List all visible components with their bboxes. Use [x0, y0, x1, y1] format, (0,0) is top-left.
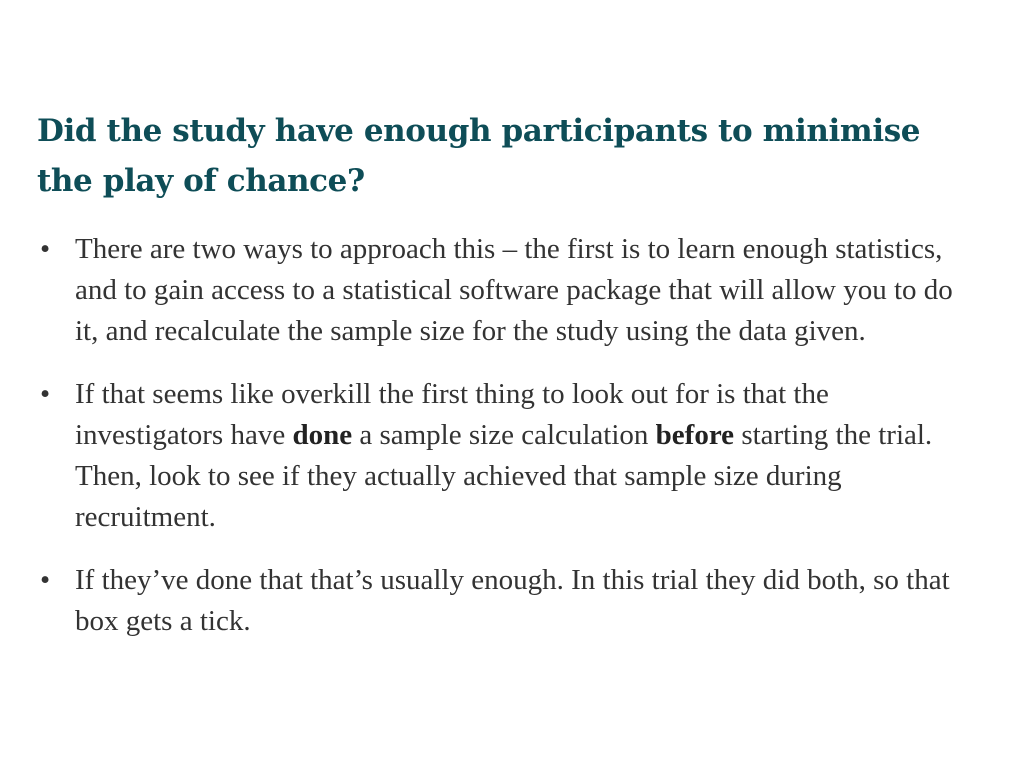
- emphasis-done: done: [292, 419, 353, 451]
- slide-title: Did the study have enough participants to minimise the play of chance?: [37, 113, 921, 199]
- bullet-marker: •: [40, 564, 51, 596]
- bullet-item-3: [30, 560, 980, 642]
- bullet-marker: •: [40, 233, 51, 265]
- bullet-text: There are two ways to approach this – the first is to learn enough statistics, and to gain access to a statistical software package that will allow you to do it, and recalculate the sample size for the study using the data given.: [75, 233, 953, 347]
- bullet-item-1: [30, 229, 980, 352]
- bullet-marker: •: [40, 378, 51, 410]
- bullet-text-part-1: If that seems like overkill the first thing to look out for is that the investigators have: [75, 378, 829, 451]
- bullet-list: [30, 229, 980, 664]
- bullet-item-2: [30, 374, 980, 538]
- bullet-text: If they’ve done that that’s usually enough. In this trial they did both, so that box gets a tick.: [75, 564, 950, 637]
- emphasis-before: before: [655, 419, 735, 451]
- bullet-text-part-3: starting the trial. Then, look to see if they actually achieved that sample size during recruitment.: [75, 419, 933, 533]
- bullet-text-part-2: a sample size calculation: [352, 419, 656, 451]
